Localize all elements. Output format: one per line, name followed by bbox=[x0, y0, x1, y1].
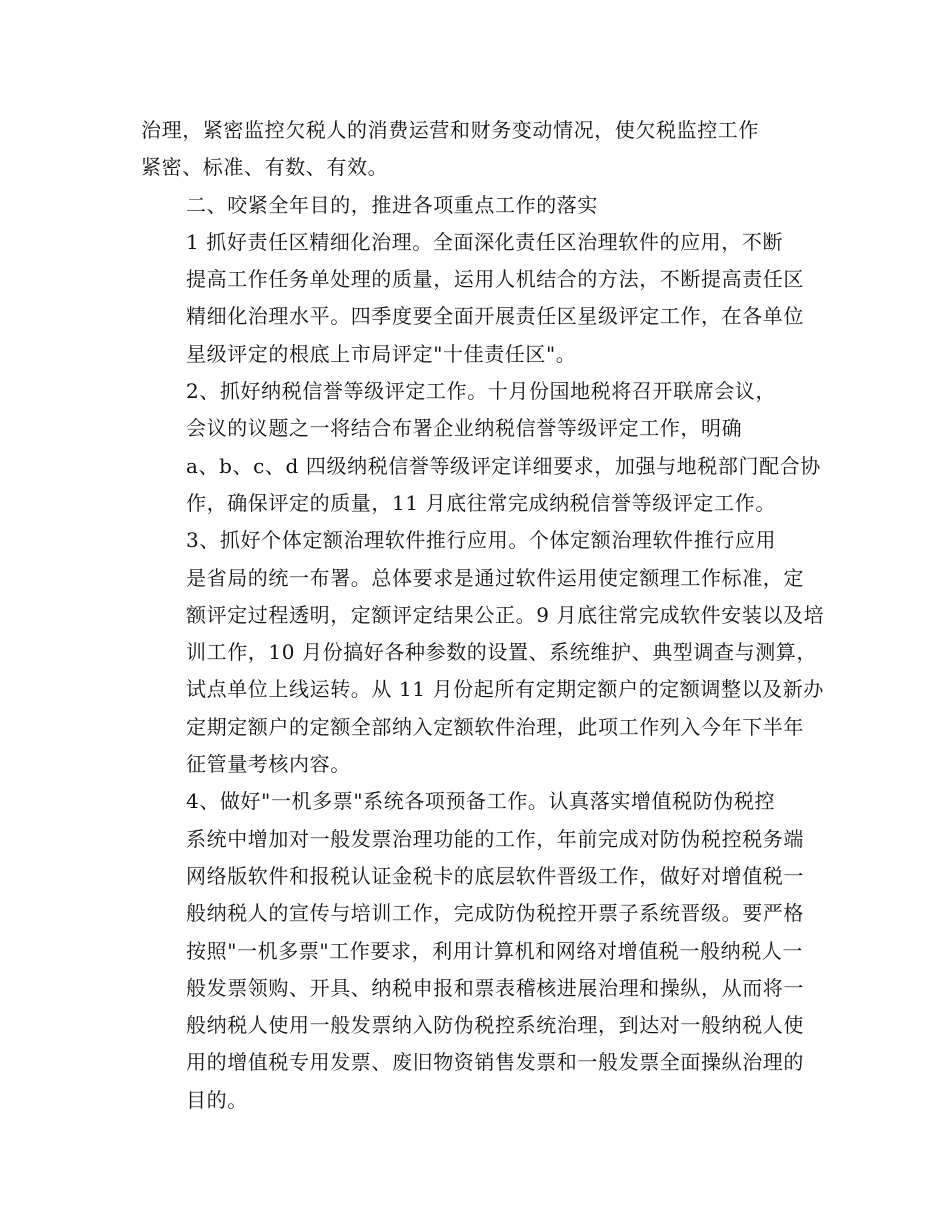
text-line: 提高工作任务单处理的质量，运用人机结合的方法，不断提高责任区 bbox=[186, 267, 804, 292]
paragraph-item-3 bbox=[141, 522, 825, 783]
text-line: 网络版软件和报税认证金税卡的底层软件晋级工作，做好对增值税一 bbox=[186, 863, 804, 888]
paragraph-item-1 bbox=[141, 224, 813, 373]
text-line: 用的增值税专用发票、废旧物资销售发票和一般发票全面操纵治理的 bbox=[186, 1050, 804, 1075]
section-heading bbox=[141, 187, 813, 224]
document-body bbox=[141, 112, 825, 1119]
text-line: 般发票领购、开具、纳税申报和票表稽核进展治理和操纵，从而将一 bbox=[186, 975, 804, 1000]
paragraph-item-2 bbox=[141, 373, 821, 522]
text-line: 2、抓好纳税信誉等级评定工作。十月份国地税将召开联席会议， bbox=[186, 379, 777, 404]
text-line: 星级评定的根底上市局评定"十佳责任区"。 bbox=[186, 341, 577, 366]
text-line: 是省局的统一布署。总体要求是通过软件运用使定额理工作标准，定 bbox=[186, 565, 804, 590]
text-line: 系统中增加对一般发票治理功能的工作，年前完成对防伪税控税务端 bbox=[186, 826, 804, 851]
text-line: 作，确保评定的质量，11 月底往常完成纳税信誉等级评定工作。 bbox=[186, 490, 776, 515]
text-line: 精细化治理水平。四季度要全面开展责任区星级评定工作，在各单位 bbox=[186, 304, 804, 329]
text-line: 定期定额户的定额全部纳入定额软件治理，此项工作列入今年下半年 bbox=[186, 714, 804, 739]
heading-text: 二、咬紧全年目的，推进各项重点工作的落实 bbox=[186, 192, 598, 217]
text-line: 额评定过程透明，定额评定结果公正。9 月底往常完成软件安装以及培 bbox=[186, 602, 825, 627]
paragraph-item-4 bbox=[141, 783, 813, 1119]
text-line: 1 抓好责任区精细化治理。全面深化责任区治理软件的应用，不断 bbox=[186, 229, 784, 254]
text-line: 般纳税人使用一般发票纳入防伪税控系统治理，到达对一般纳税人使 bbox=[186, 1013, 804, 1038]
text-line: 目的。 bbox=[186, 1087, 248, 1112]
text-line: 按照"一机多票"工作要求，利用计算机和网络对增值税一般纳税人一 bbox=[186, 938, 803, 963]
text-line: a、b、c、d 四级纳税信誉等级评定详细要求，加强与地税部门配合协 bbox=[186, 453, 821, 478]
text-line: 征管量考核内容。 bbox=[186, 752, 351, 777]
text-line: 试点单位上线运转。从 11 月份起所有定期定额户的定额调整以及新办 bbox=[186, 677, 824, 702]
text-line: 紧密、标准、有数、有效。 bbox=[141, 155, 389, 180]
text-line: 3、抓好个体定额治理软件推行应用。个体定额治理软件推行应用 bbox=[186, 528, 777, 553]
text-line: 4、做好"一机多票"系统各项预备工作。认真落实增值税防伪税控 bbox=[186, 789, 776, 814]
text-line: 般纳税人的宣传与培训工作，完成防伪税控开票子系统晋级。要严格 bbox=[186, 901, 804, 926]
text-line: 治理，紧密监控欠税人的消费运营和财务变动情况，使欠税监控工作 bbox=[141, 118, 759, 142]
text-line: 训工作，10 月份搞好各种参数的设置、系统维护、典型调查与测算， bbox=[186, 640, 818, 665]
text-line: 会议的议题之一将结合布署企业纳税信誉等级评定工作，明确 bbox=[186, 416, 743, 441]
paragraph-1 bbox=[141, 112, 813, 187]
